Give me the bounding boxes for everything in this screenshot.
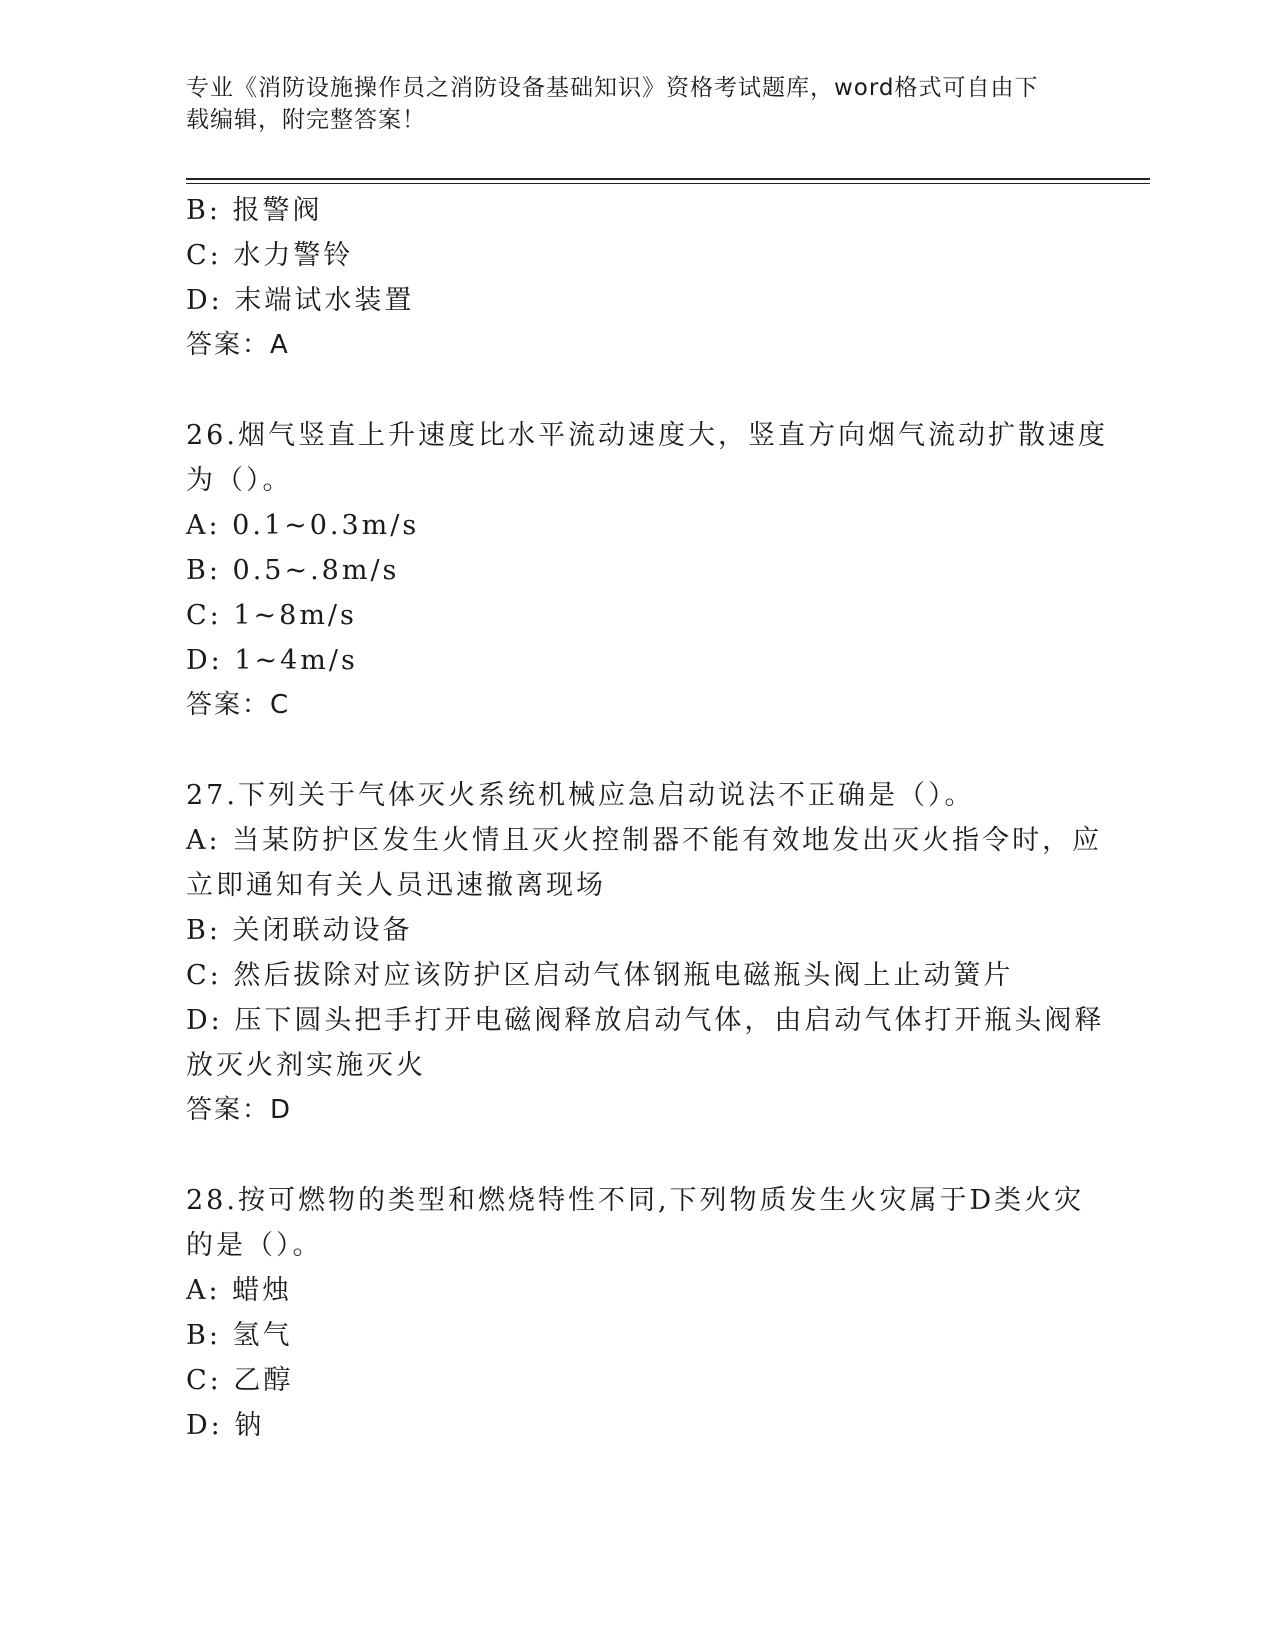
header-divider-thick [186, 178, 1150, 180]
option-a-continued: 立即通知有关人员迅速撤离现场 [186, 870, 606, 901]
option-b: B: 报警阀 [186, 195, 323, 226]
spacer [186, 728, 1076, 773]
question-stem: 为（）。 [186, 465, 293, 496]
question-stem: 26.烟气竖直上升速度比水平流动速度大，竖直方向烟气流动扩散速度 [186, 420, 1108, 451]
spacer [186, 368, 1076, 413]
spacer [186, 1133, 1076, 1178]
option-d: D: 1~4m/s [186, 645, 358, 676]
question-stem: 27.下列关于气体灭火系统机械应急启动说法不正确是（）。 [186, 780, 975, 811]
answer-line: 答案：C [186, 690, 291, 720]
option-a: A: 蜡烛 [186, 1275, 293, 1306]
option-d: D: 钠 [186, 1410, 265, 1441]
option-a: A: 当某防护区发生火情且灭火控制器不能有效地发出灭火指令时，应 [186, 825, 1103, 856]
question-26 [186, 413, 1108, 728]
option-c: C: 水力警铃 [186, 240, 354, 271]
header-line-1: 专业《消防设施操作员之消防设备基础知识》资格考试题库，word格式可自由下 [186, 75, 1039, 101]
header-divider-thin [186, 183, 1150, 184]
header-line-2: 载编辑，附完整答案！ [186, 107, 426, 133]
option-a: A: 0.1~0.3m/s [186, 510, 420, 541]
option-b: B: 氢气 [186, 1320, 293, 1351]
option-b: B: 0.5~.8m/s [186, 555, 400, 586]
option-c: C: 1~8m/s [186, 600, 357, 631]
question-28 [186, 1178, 1085, 1448]
question-stem: 的是（）。 [186, 1230, 323, 1261]
question-25-tail [186, 188, 1076, 368]
answer-line: 答案：D [186, 1095, 293, 1125]
option-c: C: 乙醇 [186, 1365, 294, 1396]
option-b: B: 关闭联动设备 [186, 915, 413, 946]
document-header [186, 72, 1066, 136]
question-stem: 28.按可燃物的类型和燃烧特性不同,下列物质发生火灾属于D类火灾 [186, 1185, 1085, 1216]
option-d-continued: 放灭火剂实施灭火 [186, 1050, 426, 1081]
option-c: C: 然后拔除对应该防护区启动气体钢瓶电磁瓶头阀上止动簧片 [186, 960, 1014, 991]
question-27 [186, 773, 1105, 1133]
option-d: D: 末端试水装置 [186, 285, 415, 316]
option-d: D: 压下圆头把手打开电磁阀释放启动气体，由启动气体打开瓶头阀释 [186, 1005, 1105, 1036]
answer-line: 答案：A [186, 330, 290, 360]
document-body [186, 188, 1108, 1448]
